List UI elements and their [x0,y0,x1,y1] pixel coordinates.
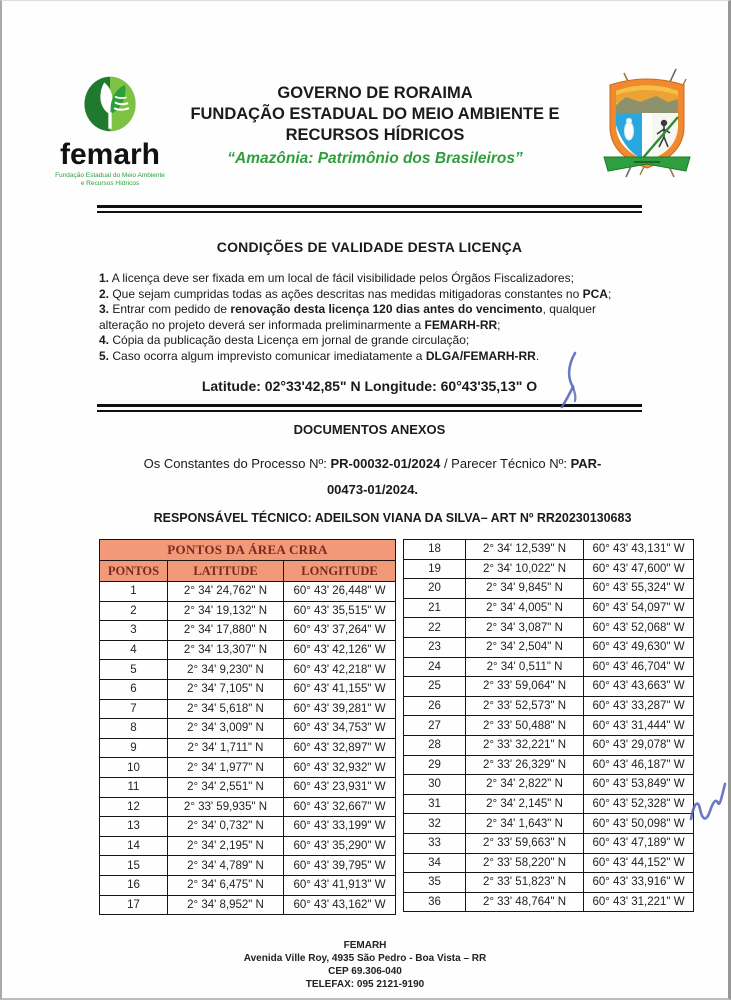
longitude-cell: 60° 43' 37,264" W [284,621,396,641]
point-number-cell: 14 [100,836,168,856]
longitude-cell: 60° 43' 46,187" W [584,755,694,775]
point-number-cell: 3 [100,621,168,641]
latitude-cell: 2° 34' 0,511" N [466,657,584,677]
table-row [100,895,396,915]
point-number-cell: 36 [404,892,466,912]
femarh-logo [46,71,174,187]
footer-telefax: TELEFAX: 095 2121-9190 [305,979,425,991]
latitude-cell: 2° 34' 0,732" N [168,817,284,837]
table-row [100,856,396,876]
latitude-cell: 2° 33' 59,064" N [466,677,584,697]
conditions-list [99,271,642,364]
latitude-cell: 2° 34' 8,952" N [168,895,284,915]
header-longitude: LONGITUDE [284,561,396,582]
table-row [404,716,694,736]
table-row [100,640,396,660]
longitude-cell: 60° 43' 42,126" W [284,640,396,660]
point-number-cell: 25 [404,677,466,697]
table-row [100,699,396,719]
longitude-cell: 60° 43' 42,218" W [284,660,396,680]
table-row [100,836,396,856]
longitude-cell: 60° 43' 55,324" W [584,579,694,599]
latitude-cell: 2° 34' 4,005" N [466,598,584,618]
footer-address: Avenida Ville Roy, 4935 São Pedro - Boa Vista – RR [243,953,487,965]
point-number-cell: 19 [404,559,466,579]
latitude-cell: 2° 33' 51,823" N [466,873,584,893]
table-row [404,540,694,560]
point-number-cell: 29 [404,755,466,775]
latitude-cell: 2° 34' 1,977" N [168,758,284,778]
table-row [100,679,396,699]
latitude-cell: 2° 34' 17,880" N [168,621,284,641]
table-header-row [100,561,396,582]
longitude-cell: 60° 43' 33,287" W [584,696,694,716]
longitude-cell: 60° 43' 54,097" W [584,598,694,618]
latitude-cell: 2° 34' 9,845" N [466,579,584,599]
latitude-cell: 2° 34' 4,789" N [168,856,284,876]
process-reference [97,451,648,503]
longitude-cell: 60° 43' 43,131" W [584,540,694,560]
coordinate-tables [99,539,687,915]
document-header [2,69,728,199]
longitude-cell: 60° 43' 39,795" W [284,856,396,876]
point-number-cell: 7 [100,699,168,719]
point-number-cell: 21 [404,598,466,618]
table-row [404,657,694,677]
point-number-cell: 32 [404,814,466,834]
latitude-cell: 2° 34' 7,105" N [168,679,284,699]
point-number-cell: 30 [404,775,466,795]
technical-responsible-line: RESPONSÁVEL TÉCNICO: ADEILSON VIANA DA SILVA– ART Nº RR20230130683 [153,511,632,525]
table-row [100,719,396,739]
header-latitude: LATITUDE [168,561,284,582]
longitude-cell: 60° 43' 35,290" W [284,836,396,856]
latitude-cell: 2° 34' 6,475" N [168,875,284,895]
double-rule-middle [97,404,642,412]
org-title-line3: RECURSOS HÍDRICOS [285,126,465,144]
longitude-cell: 60° 43' 47,600" W [584,559,694,579]
roraima-coat-of-arms-icon [596,65,698,187]
latitude-cell: 2° 34' 5,618" N [168,699,284,719]
motto-text: “Amazônia: Patrimônio dos Brasileiros” [227,150,523,167]
process-line1: Os Constantes do Processo Nº: PR-00032-01/2024 / Parecer Técnico Nº: PAR- [143,456,602,471]
table-row [404,775,694,795]
latitude-cell: 2° 34' 13,307" N [168,640,284,660]
table-title-cell: PONTOS DA ÁREA CRRA [100,540,396,561]
point-number-cell: 11 [100,777,168,797]
table-row [100,601,396,621]
longitude-cell: 60° 43' 31,221" W [584,892,694,912]
table-row [404,637,694,657]
latitude-cell: 2° 33' 26,329" N [466,755,584,775]
table-row [404,579,694,599]
longitude-cell: 60° 43' 47,189" W [584,833,694,853]
condition-item-4: 4. Cópia da publicação desta Licença em jornal de grande circulação; [99,333,470,347]
point-number-cell: 23 [404,637,466,657]
point-number-cell: 28 [404,735,466,755]
latitude-cell: 2° 34' 3,009" N [168,719,284,739]
condition-item-1: 1. A licença deve ser fixada em um local de fácil visibilidade pelos Órgãos Fiscalizadores; [99,271,574,285]
latitude-cell: 2° 33' 52,573" N [466,696,584,716]
table-row [404,814,694,834]
point-number-cell: 22 [404,618,466,638]
latitude-cell: 2° 33' 58,220" N [466,853,584,873]
table-row [404,598,694,618]
table-row [100,797,396,817]
longitude-cell: 60° 43' 29,078" W [584,735,694,755]
point-number-cell: 16 [100,875,168,895]
table-row [100,777,396,797]
process-line2: 00473-01/2024. [326,482,419,497]
latitude-cell: 2° 33' 48,764" N [466,892,584,912]
point-number-cell: 17 [100,895,168,915]
latitude-cell: 2° 34' 19,132" N [168,601,284,621]
longitude-cell: 60° 43' 49,630" W [584,637,694,657]
table-row [404,696,694,716]
latitude-cell: 2° 34' 1,711" N [168,738,284,758]
latitude-cell: 2° 34' 10,022" N [466,559,584,579]
org-title-line2: FUNDAÇÃO ESTADUAL DO MEIO AMBIENTE E [190,105,560,123]
point-number-cell: 34 [404,853,466,873]
logo-subtitle-line1: Fundação Estadual do Meio Ambiente [55,172,165,179]
table-row [404,873,694,893]
longitude-cell: 60° 43' 31,444" W [584,716,694,736]
table-row [100,738,396,758]
point-number-cell: 24 [404,657,466,677]
latitude-cell: 2° 33' 32,221" N [466,735,584,755]
point-number-cell: 31 [404,794,466,814]
longitude-cell: 60° 43' 26,448" W [284,582,396,602]
longitude-cell: 60° 43' 33,916" W [584,873,694,893]
longitude-cell: 60° 43' 32,897" W [284,738,396,758]
point-number-cell: 20 [404,579,466,599]
longitude-cell: 60° 43' 44,152" W [584,853,694,873]
table-row [404,853,694,873]
point-number-cell: 12 [100,797,168,817]
logo-subtitle [46,172,174,187]
point-number-cell: 15 [100,856,168,876]
latitude-cell: 2° 34' 1,643" N [466,814,584,834]
condition-item-2: 2. Que sejam cumpridas todas as ações descritas nas medidas mitigadoras constantes no PCA; [99,286,612,301]
footer-cep: CEP 69.306-040 [328,966,402,978]
longitude-cell: 60° 43' 46,704" W [584,657,694,677]
latitude-cell: 2° 33' 59,663" N [466,833,584,853]
point-number-cell: 1 [100,582,168,602]
points-table-right [403,539,694,912]
longitude-cell: 60° 43' 43,162" W [284,895,396,915]
table-row [100,621,396,641]
condition-item-5: 5. Caso ocorra algum imprevisto comunicar imediatamente a DLGA/FEMARH-RR. [99,348,540,363]
latitude-cell: 2° 34' 24,762" N [168,582,284,602]
double-rule-top [97,205,642,213]
header-pontos: PONTOS [100,561,168,582]
latitude-cell: 2° 34' 2,822" N [466,775,584,795]
annex-title: DOCUMENTOS ANEXOS [293,422,446,437]
document-footer [2,939,728,991]
latitude-cell: 2° 34' 9,230" N [168,660,284,680]
conditions-title: CONDIÇÕES DE VALIDADE DESTA LICENÇA [216,239,523,255]
latitude-cell: 2° 34' 2,504" N [466,637,584,657]
org-title-line1: GOVERNO DE RORAIMA [277,84,473,102]
point-number-cell: 5 [100,660,168,680]
org-title-block [162,83,588,168]
point-number-cell: 8 [100,719,168,739]
longitude-cell: 60° 43' 41,155" W [284,679,396,699]
longitude-cell: 60° 43' 52,328" W [584,794,694,814]
latitude-cell: 2° 33' 50,488" N [466,716,584,736]
point-number-cell: 10 [100,758,168,778]
femarh-leaf-logo-icon [77,71,143,137]
table-row [404,833,694,853]
longitude-cell: 60° 43' 23,931" W [284,777,396,797]
longitude-cell: 60° 43' 41,913" W [284,875,396,895]
longitude-cell: 60° 43' 50,098" W [584,814,694,834]
point-number-cell: 13 [100,817,168,837]
condition-item-3: 3. Entrar com pedido de renovação desta licença 120 dias antes do vencimento, qualquer alteração no projeto deverá ser informada preliminarmente a FEMARH-RR; [99,302,596,332]
longitude-cell: 60° 43' 52,068" W [584,618,694,638]
latitude-cell: 2° 33' 59,935" N [168,797,284,817]
table-row [100,817,396,837]
logo-wordmark: femarh [59,138,161,171]
longitude-cell: 60° 43' 33,199" W [284,817,396,837]
coordinates-line: Latitude: 02°33'42,85" N Longitude: 60°43'35,13" O [201,378,538,394]
longitude-cell: 60° 43' 35,515" W [284,601,396,621]
latitude-cell: 2° 34' 3,087" N [466,618,584,638]
longitude-cell: 60° 43' 32,932" W [284,758,396,778]
table-row [100,582,396,602]
longitude-cell: 60° 43' 43,663" W [584,677,694,697]
table-row [100,758,396,778]
latitude-cell: 2° 34' 12,539" N [466,540,584,560]
table-row [404,618,694,638]
point-number-cell: 2 [100,601,168,621]
table-row [404,755,694,775]
table-row [404,677,694,697]
logo-subtitle-line2: e Recursos Hídricos [80,179,140,187]
longitude-cell: 60° 43' 39,281" W [284,699,396,719]
point-number-cell: 27 [404,716,466,736]
latitude-cell: 2° 34' 2,145" N [466,794,584,814]
table-row [100,660,396,680]
longitude-cell: 60° 43' 34,753" W [284,719,396,739]
point-number-cell: 9 [100,738,168,758]
point-number-cell: 6 [100,679,168,699]
latitude-cell: 2° 34' 2,195" N [168,836,284,856]
footer-org: FEMARH [343,940,387,952]
table-row [404,794,694,814]
table-row [404,559,694,579]
table-row [100,875,396,895]
point-number-cell: 18 [404,540,466,560]
point-number-cell: 35 [404,873,466,893]
table-row [404,735,694,755]
latitude-cell: 2° 34' 2,551" N [168,777,284,797]
longitude-cell: 60° 43' 32,667" W [284,797,396,817]
point-number-cell: 4 [100,640,168,660]
point-number-cell: 26 [404,696,466,716]
point-number-cell: 33 [404,833,466,853]
table-title-row [100,540,396,561]
points-table-left [99,539,396,915]
longitude-cell: 60° 43' 53,849" W [584,775,694,795]
table-row [404,892,694,912]
